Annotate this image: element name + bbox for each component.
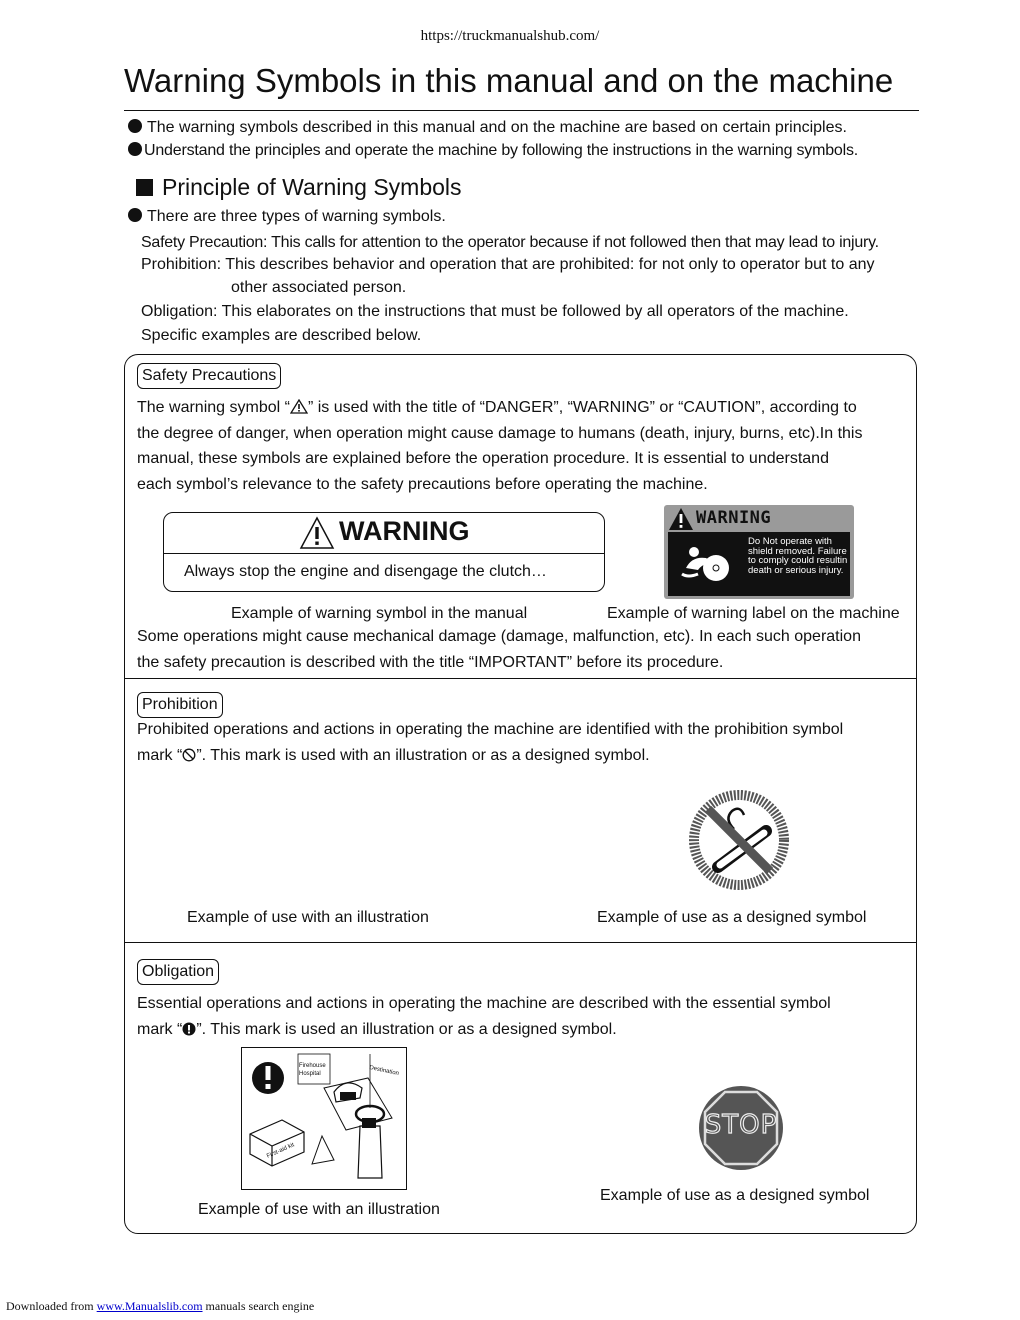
intro-bullet-2: Understand the principles and operate the machine by following the instructions in the warning symbols. <box>128 142 858 160</box>
no-smoking-icon <box>688 789 790 891</box>
obligation-tag: Obligation <box>137 959 219 985</box>
prohibition-definition-cont: other associated person. <box>231 279 407 296</box>
prohibition-icon <box>182 748 196 762</box>
warning-triangle-icon <box>299 516 335 550</box>
warning-box-example <box>163 512 605 592</box>
entanglement-hazard-icon <box>672 534 746 594</box>
page-title: Warning Symbols in this manual and on the machine <box>124 62 894 99</box>
prohibition-paragraph: Prohibited operations and actions in operating the machine are identified with the prohibition symbol mark “ ”. This mark is used with an illustration or as a designed symbol. <box>137 721 844 764</box>
obligation-definition: Obligation: This elaborates on the instructions that must be followed by all operators of the machine. <box>141 303 849 320</box>
label-text: Do Not operate with shield removed. Failure to comply could resultin death or serious injury. <box>748 536 848 576</box>
safety-definition: Safety Precaution: This calls for attention to the operator because if not followed then that may lead to injury. <box>141 234 879 251</box>
illustration-destination: Destination <box>368 1064 400 1078</box>
obligation-caption-illustration: Example of use with an illustration <box>198 1201 440 1218</box>
bullet-dot-icon <box>128 119 142 133</box>
section-divider <box>124 678 917 679</box>
label-panel <box>668 532 850 596</box>
principle-bullet: There are three types of warning symbols. <box>128 208 446 226</box>
square-bullet-icon <box>136 179 153 196</box>
warning-box-text: Always stop the engine and disengage the clutch… <box>184 563 547 580</box>
safety-precautions-tag: Safety Precautions <box>137 363 281 389</box>
illustration-kit-label: First-aid kit <box>266 1142 296 1160</box>
machine-warning-label <box>664 505 854 599</box>
warning-box-header <box>164 513 604 554</box>
obligation-paragraph: Essential operations and actions in operating the machine are described with the essential symbol mark “ ”. This mark is used an illustration or as a designed symbol. <box>137 995 831 1038</box>
bullet-dot-icon <box>128 208 142 222</box>
footer: Downloaded from www.Manualslib.com manuals search engine <box>6 1299 315 1313</box>
prohibition-caption-illustration: Example of use with an illustration <box>187 909 429 926</box>
caption-manual: Example of warning symbol in the manual <box>231 605 528 622</box>
section-heading: Principle of Warning Symbols <box>136 174 462 201</box>
warning-word: WARNING <box>338 516 470 546</box>
stop-sign-icon <box>698 1085 784 1171</box>
examples-note: Specific examples are described below. <box>141 327 422 344</box>
title-divider <box>124 110 919 111</box>
obligation-caption-symbol: Example of use as a designed symbol <box>600 1187 870 1204</box>
important-paragraph: Some operations might cause mechanical damage (damage, malfunction, etc). In each such operation the safety precaution is described with the title “IMPORTANT” before its procedure. <box>137 628 861 671</box>
intro-bullet-1: The warning symbols described in this manual and on the machine are based on certain principles. <box>128 119 847 137</box>
prohibition-caption-symbol: Example of use as a designed symbol <box>597 909 867 926</box>
prohibition-tag: Prohibition <box>137 692 223 718</box>
prohibition-definition: Prohibition: This describes behavior and operation that are prohibited: for not only to operator but to any <box>141 256 875 273</box>
section-divider <box>124 942 917 943</box>
obligation-illustration <box>241 1047 407 1190</box>
source-url[interactable]: https://truckmanualshub.com/ <box>420 28 600 44</box>
warning-triangle-icon <box>668 507 694 531</box>
stop-text: STOP <box>704 1110 778 1140</box>
caption-machine: Example of warning label on the machine <box>607 605 900 622</box>
illustration-note: Firehouse Hospital <box>299 1063 326 1077</box>
bullet-dot-icon <box>128 142 142 156</box>
manualslib-link[interactable]: www.Manualslib.com <box>96 1299 203 1313</box>
label-heading: WARNING <box>696 508 772 528</box>
safety-paragraph: The warning symbol “ ” is used with the title of “DANGER”, “WARNING” or “CAUTION”, according to the degree of danger, when operation might cause damage to humans (death, injury, burns, etc).In this manual, these symbols are explained before the operation procedure. It is essential to understand each symbol’s relevance to the safety precautions before operating the machine. <box>137 399 863 493</box>
warning-triangle-icon <box>290 399 308 414</box>
obligation-icon <box>182 1022 196 1036</box>
